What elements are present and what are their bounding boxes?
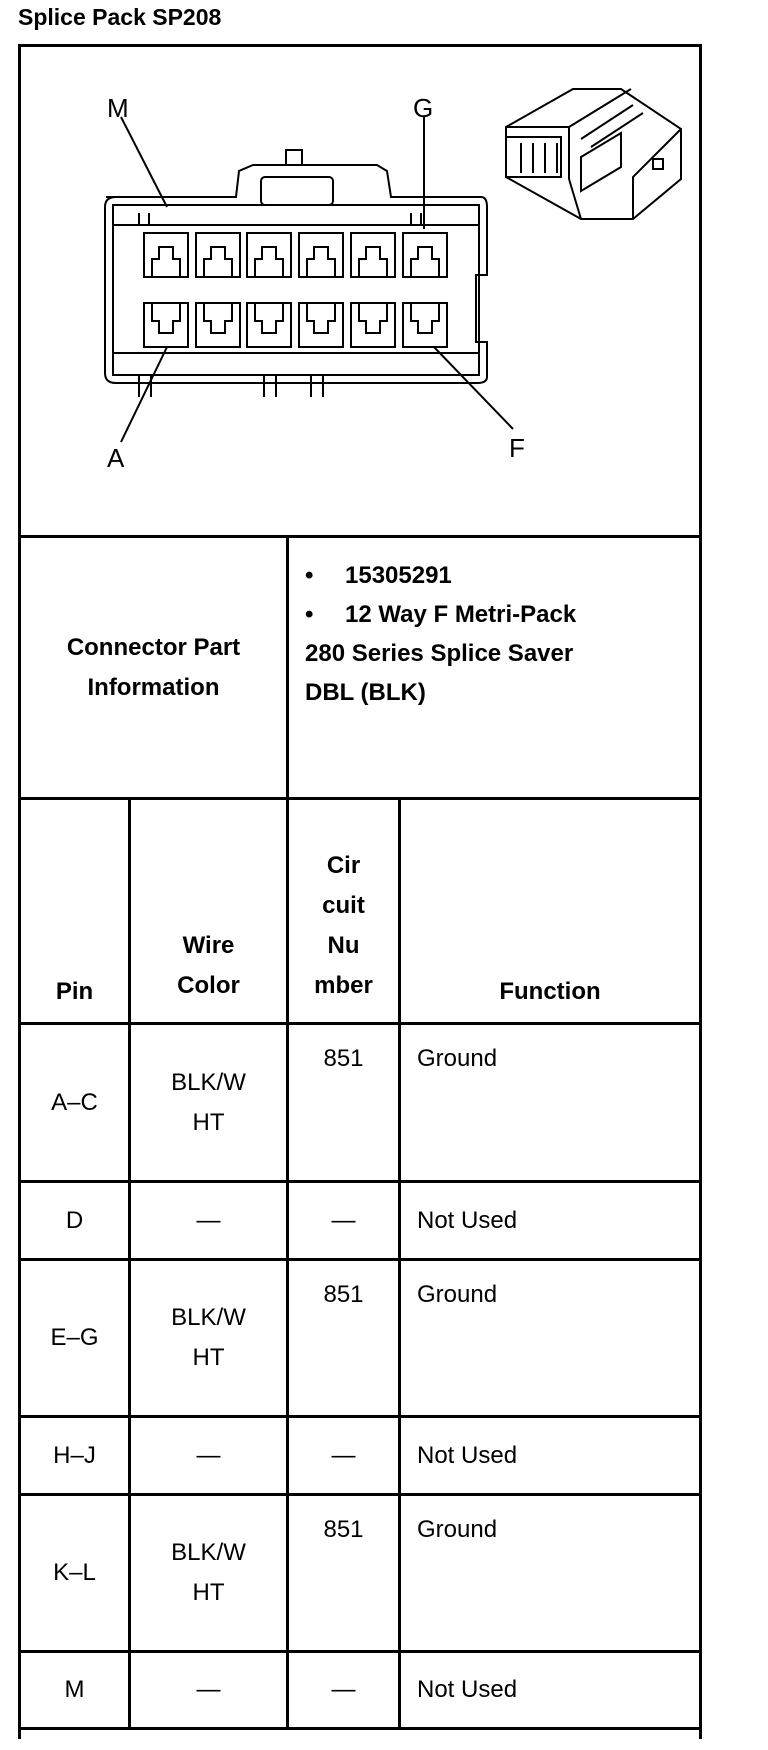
connector-info-label-line1: Connector Part (66, 633, 241, 661)
header-function: Function (499, 978, 601, 1005)
bullet-mark: • (305, 601, 314, 628)
table-row-circuit: 851 (323, 1045, 364, 1072)
page-title: Splice Pack SP208 (18, 4, 222, 30)
connector-description: 12 Way F Metri-Pack (345, 601, 577, 628)
table-row-pin: A–C (51, 1088, 98, 1116)
table-row-wire-color: BLK/W HT (171, 1304, 246, 1371)
table-row-pin: D (65, 1206, 84, 1234)
callout-m: M (107, 93, 129, 123)
header-wire-color: Wire Color (177, 932, 240, 999)
table-row-wire-color: BLK/W HT (171, 1539, 246, 1606)
table-row-wire-color: — (196, 1676, 221, 1703)
table-row-circuit: 851 (323, 1516, 364, 1543)
table-row-function: Ground (417, 1281, 498, 1308)
callout-g: G (413, 93, 434, 123)
table-row-wire-color: — (196, 1441, 221, 1469)
table-row-pin: M (64, 1676, 85, 1703)
connector-info-label-line2: Information (87, 673, 220, 701)
header-circuit-number: Cir cuit Nu mber (314, 852, 373, 999)
table-row-circuit: — (331, 1676, 356, 1703)
connector-3d-view (506, 89, 681, 219)
connector-series: 280 Series Splice Saver (305, 640, 574, 667)
table-row-circuit: — (331, 1441, 356, 1469)
connector-diagram (21, 47, 699, 535)
table-row-function: Not Used (417, 1676, 518, 1703)
table-row-pin: H–J (53, 1441, 96, 1469)
callout-a: A (107, 443, 125, 473)
connector-info-label (21, 538, 286, 797)
connector-face-drawing (21, 47, 699, 535)
header-pin: Pin (55, 978, 94, 1005)
table-row-function: Ground (417, 1045, 498, 1072)
part-number: 15305291 (345, 562, 452, 589)
bullet-mark: • (305, 562, 314, 589)
connector-color: DBL (BLK) (305, 679, 426, 706)
table-row-function: Not Used (417, 1206, 518, 1234)
table-row-circuit: — (331, 1206, 356, 1234)
divider (18, 1727, 702, 1730)
table-row-circuit: 851 (323, 1281, 364, 1308)
table-row-pin: E–G (50, 1324, 99, 1351)
connector-info-details (305, 556, 576, 712)
table-row-function: Not Used (417, 1441, 518, 1469)
table-row-pin: K–L (53, 1559, 96, 1586)
table-row-function: Ground (417, 1516, 498, 1543)
callout-f: F (509, 433, 525, 463)
table-row-wire-color: — (196, 1206, 221, 1234)
table-row-wire-color: BLK/W HT (171, 1068, 246, 1136)
